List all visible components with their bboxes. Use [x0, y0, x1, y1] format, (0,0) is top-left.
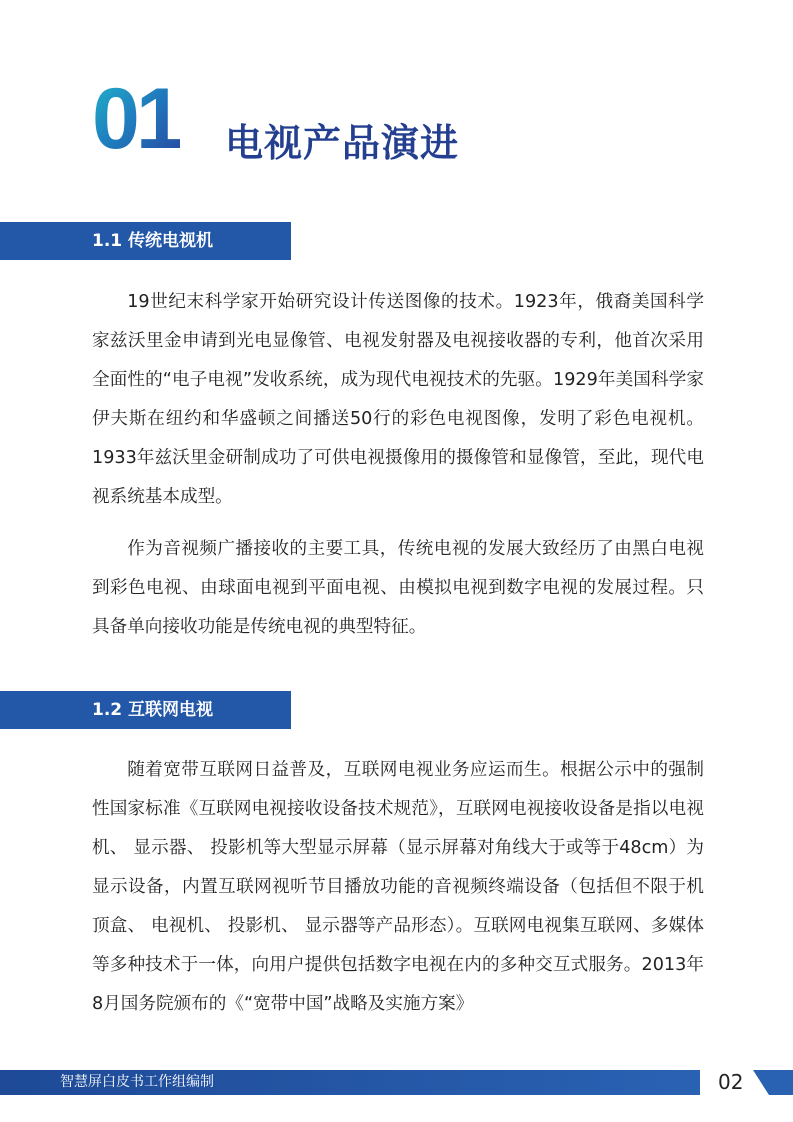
- section-label: 1.1 传统电视机: [92, 231, 214, 251]
- chapter-number: 01: [92, 71, 180, 167]
- paragraph: 作为音视频广播接收的主要工具，传统电视的发展大致经历了由黑白电视到彩色电视、由球面电视到平面电视、由模拟电视到数字电视的发展过程。只具备单向接收功能是传统电视的典型特征。: [92, 539, 704, 637]
- footer-text: 智慧屏白皮书工作组编制: [60, 1074, 214, 1090]
- paragraph: 19世纪末科学家开始研究设计传送图像的技术。1923年，俄裔美国科学家兹沃里金申请到光电显像管、电视发射器及电视接收器的专利，他首次采用全面性的“电子电视”发收系统，成为现代电视技术的先驱。1929年美国科学家伊夫斯在纽约和华盛顿之间播送50行的彩色电视图像，发明了彩色电视机。1933年兹沃里金研制成功了可供电视摄像用的摄像管和显像管，至此，现代电视系统基本成型。: [92, 292, 704, 507]
- section-label: 1.2 互联网电视: [92, 700, 214, 720]
- section-header-1-2: [0, 691, 291, 729]
- chapter-title: 电视产品演进: [225, 121, 460, 165]
- footer-bar: [0, 1070, 700, 1095]
- footer-corner-decoration: [753, 1070, 793, 1095]
- paragraph: 随着宽带互联网日益普及，互联网电视业务应运而生。根据公示中的强制性国家标准《互联网电视接收设备技术规范》，互联网电视接收设备是指以电视机、 显示器、 投影机等大型显示屏幕（显示屏幕对角线大于或等于48cm）为显示设备，内置互联网视听节目播放功能的音视频终端设备（包括但不限于机顶盒、 电视机、 投影机、 显示器等产品形态）。互联网电视集互联网、多媒体等多种技术于一体，向用户提供包括数字电视在内的多种交互式服务。2013年8月国务院颁布的《“宽带中国”战略及实施方案》: [92, 760, 704, 1014]
- page-number: 02: [718, 1070, 744, 1094]
- section-header-1-1: [0, 222, 291, 260]
